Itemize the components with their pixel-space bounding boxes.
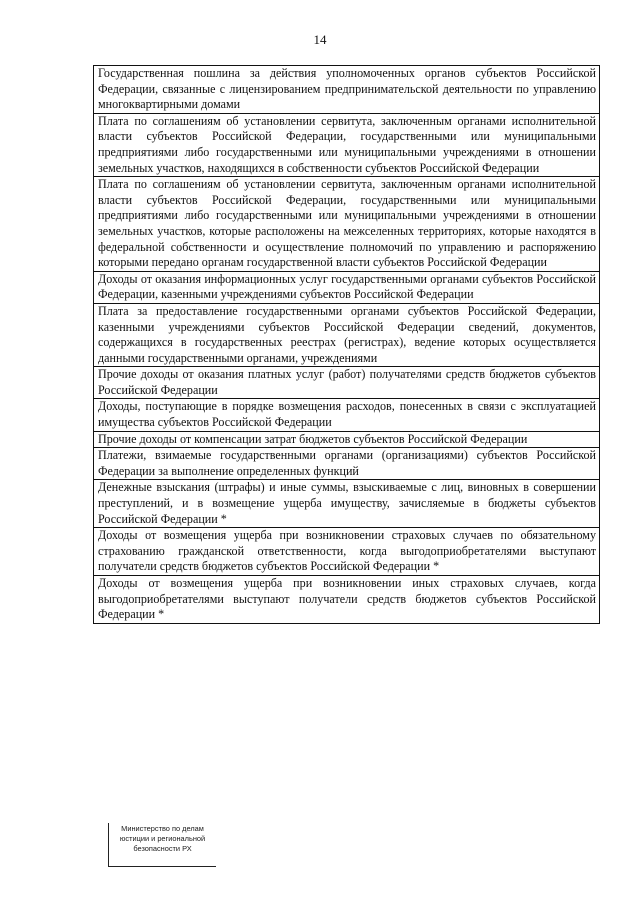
- table-row: [94, 367, 600, 399]
- table-cell: Доходы от возмещения ущерба при возникновении иных страховых случаев, когда выгодоприобретателями выступают получатели средств бюджетов субъектов Российской Федерации *: [94, 576, 600, 624]
- table-row: [94, 66, 600, 114]
- table-cell: Государственная пошлина за действия уполномоченных органов субъектов Российской Федерации, связанные с лицензированием предпринимательской деятельности по управлению многоквартирными домами: [94, 66, 600, 114]
- table-row: [94, 399, 600, 431]
- table-row: [94, 431, 600, 448]
- table-row: [94, 528, 600, 576]
- table-cell: Плата по соглашениям об установлении сервитута, заключенным органами исполнительной власти субъектов Российской Федерации, государственными или муниципальными предприятиями либо государственными или муниципальными учреждениями в отношении земельных участков, которые расположены на межселенных территориях, которые находятся в федеральной собственности и осуществление полномочий по управлению и распоряжению которыми передано органам государственной власти субъектов Российской Федерации: [94, 177, 600, 272]
- table-row: [94, 576, 600, 624]
- table-row: [94, 113, 600, 176]
- table-row: [94, 271, 600, 303]
- table-cell: Денежные взыскания (штрафы) и иные суммы, взыскиваемые с лиц, виновных в совершении преступлений, и в возмещение ущерба имуществу, зачисляемые в бюджеты субъектов Российской Федерации *: [94, 480, 600, 528]
- stamp-line: безопасности РХ: [133, 844, 192, 853]
- stamp-line: Министерство по делам: [121, 824, 204, 833]
- table-cell: Доходы, поступающие в порядке возмещения расходов, понесенных в связи с эксплуатацией имущества субъектов Российской Федерации: [94, 399, 600, 431]
- table-cell: Доходы от оказания информационных услуг государственными органами субъектов Российской Федерации, казенными учреждениями субъектов Российской Федерации: [94, 271, 600, 303]
- table-cell: Доходы от возмещения ущерба при возникновении страховых случаев по обязательному страхованию гражданской ответственности, когда выгодоприобретателями выступают получатели средств бюджетов субъектов Российской Федерации *: [94, 528, 600, 576]
- table-row: [94, 480, 600, 528]
- page-number: 14: [313, 32, 327, 47]
- table-cell: Плата по соглашениям об установлении сервитута, заключенным органами исполнительной власти субъектов Российской Федерации, государственными или муниципальными предприятиями либо государственными или муниципальными учреждениями в отношении земельных участков, находящихся в собственности субъектов Российской Федерации: [94, 113, 600, 176]
- table-row: [94, 448, 600, 480]
- revenue-sources-table: [93, 65, 600, 624]
- table-row: [94, 177, 600, 272]
- table-row: [94, 303, 600, 366]
- table-cell: Прочие доходы от компенсации затрат бюджетов субъектов Российской Федерации: [94, 431, 600, 448]
- ministry-stamp: [108, 823, 216, 867]
- table-cell: Платежи, взимаемые государственными органами (организациями) субъектов Российской Федерации за выполнение определенных функций: [94, 448, 600, 480]
- stamp-line: юстиции и региональной: [119, 834, 206, 843]
- table-cell: Плата за предоставление государственными органами субъектов Российской Федерации, казенными учреждениями субъектов Российской Федерации сведений, документов, содержащихся в государственных реестрах (регистрах), ведение которых осуществляется данными государственными органами, учреждениями: [94, 303, 600, 366]
- table-cell: Прочие доходы от оказания платных услуг (работ) получателями средств бюджетов субъектов Российской Федерации: [94, 367, 600, 399]
